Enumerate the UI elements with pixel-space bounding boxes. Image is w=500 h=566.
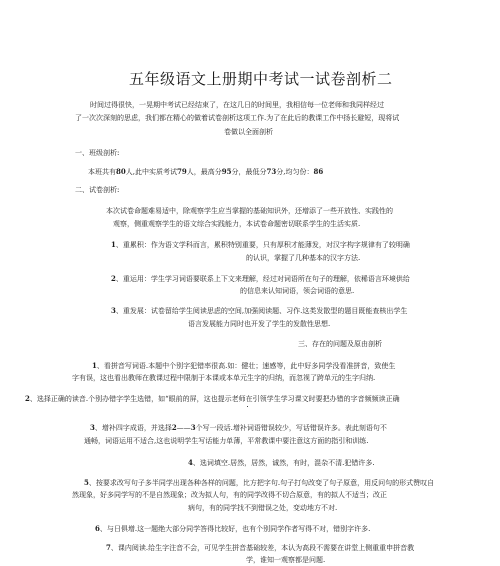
point-line [111,306,407,316]
problem-line [106,543,414,553]
point-line: 的信息来认知词语，领会词语的意思. [240,287,355,295]
stats-text: 人，最高分 [186,168,222,176]
problem-text: 、增补四字成语，并选择 [94,424,172,432]
stat-high: 95 [221,167,232,176]
point-line [111,240,410,250]
problem-text: 、选词填空.居然，居然，诚然，有时，混杂不清.犯错许多. [192,459,375,467]
paper-intro-line: 本次试卷命题难易适中，除观察学生应当掌握的基础知识外，还增添了一些开放性、实践性的 [106,207,393,215]
point-text: 、重运用：学生学习词语要联系上下文来理解，经过对词语所在句子的理解，依稀语言环境供给 [115,275,410,283]
stat-average: 86 [313,167,324,176]
problem-line [84,478,434,488]
problem-line: 病句，有的同学找不到错误之处，变动地方不对. [188,504,338,512]
problem-text: 、按要求改写句子多半同学出现各种各样的问题，比方把字句.句子打句改变了句子原意，用反问句的形式赞叹自 [88,479,435,487]
point-number: 3 [111,306,116,315]
stats-text: 分,均匀份： [276,168,314,176]
intro-line: 时间过得很快，一晃期中考试已经结束了，在这几日的时间里，我相信每一位老师和我同样经过 [90,101,384,109]
problem-line: 学，谁知一观察都是问题. [246,556,326,564]
problem-number: 3 [90,423,95,432]
stats-text: 人,此中实质考试 [125,168,177,176]
problem-number: 2 [25,394,30,403]
stat-tested: 79 [176,167,187,176]
stat-total: 80 [116,167,126,176]
problem-text: 个写一段话.增补词语错误较少，写话错误许多。表此刻语句不 [195,424,387,432]
problem-line: 然现象，好多同学写的不是自然现象；改为拟人句，有的同学改得不切合原意，有的拟人不适当；改正 [72,491,387,499]
section-heading-problems: 三、存在的问题及原由剖析 [298,340,382,348]
stray-mark [247,406,248,407]
point-line [111,274,410,284]
problem-line [92,361,395,371]
section-heading-paper-analysis: 二、试卷剖析: [75,186,120,194]
problem-number: 1 [92,361,97,370]
point-line: 语言发展能力同时也开发了学生的发散性思想. [188,320,331,328]
problem-number: 6 [95,524,100,533]
section-heading-class-analysis: 一、班级剖析: [75,149,120,157]
problem-number: 7 [106,543,111,552]
point-text: 、重累积：作为语文学科而言，累积特别重要，只有厚积才能薄发，对汉字构字规律有了较明确 [115,241,410,249]
problem-number: 5 [84,478,89,487]
problem-line: 字有误，这也看出教师在教课过程中限制于本课或本单元生字的归纳，而忽视了跨单元的生字归纳. [72,374,376,382]
problem-line [25,394,400,404]
problem-text: —— [176,424,191,432]
stats-text: 分，最低分 [231,168,267,176]
problem-line [188,458,375,468]
intro-line: 了一次次深刻的思虑，我们都在精心的做着试卷剖析这项工作.为了在此后的教课工作中扬长避短，现将试 [75,114,400,122]
point-line: 的认识，掌握了几种基本的汉字方法. [246,254,361,262]
problem-text: 、课内阅读.给生字注音不会，可见学生拼音基础较差，本认为高段不需要在讲堂上侧重重申拼音教 [110,544,415,552]
problem-line: 通畅，词语运用不适合,这也说明学生写话能力单薄，平常教课中要注意这方面的指引和训练. [84,437,369,445]
problem-text: 、与日俱增.这一题绝大部分同学答得比较好，也有个别同学作者写得不对，错别字许多. [99,525,371,533]
problem-line [95,524,370,534]
intro-line: 卷做以全面剖析 [224,128,273,136]
problem-number: 4 [188,458,193,467]
problem-text: 、选择正确的读音.个别办错字学生选错，如“眼前的屏，这也提示老师在引领学生学习课文时要把办错的字音频频读正确 [29,395,400,403]
paper-intro-line: 观察，侧重观察学生的语文综合实践能力，本试卷命题密切联系学生的生活实质. [113,220,361,228]
stats-text: 本班共有 [88,168,116,176]
document-title: 五年级语文上册期中考试一试卷剖析二 [129,70,393,88]
problem-inline-number: 2 [171,423,177,432]
point-number: 1 [111,240,116,249]
problem-text: 、看拼音写词语.本题中个别字犯错率很高.如：健壮；速感等，此中好多同学没看准拼音，致使生 [96,362,396,370]
point-text: 、重发展：试卷留给学生阅读思虑的空间,加强阅读题、习作.这类发散型的题目既能查核出学生 [115,307,408,315]
class-stats-line [88,167,323,177]
problem-inline-number: 3 [190,423,196,432]
stat-low: 73 [266,167,277,176]
problem-line [90,423,387,433]
point-number: 2 [111,274,116,283]
